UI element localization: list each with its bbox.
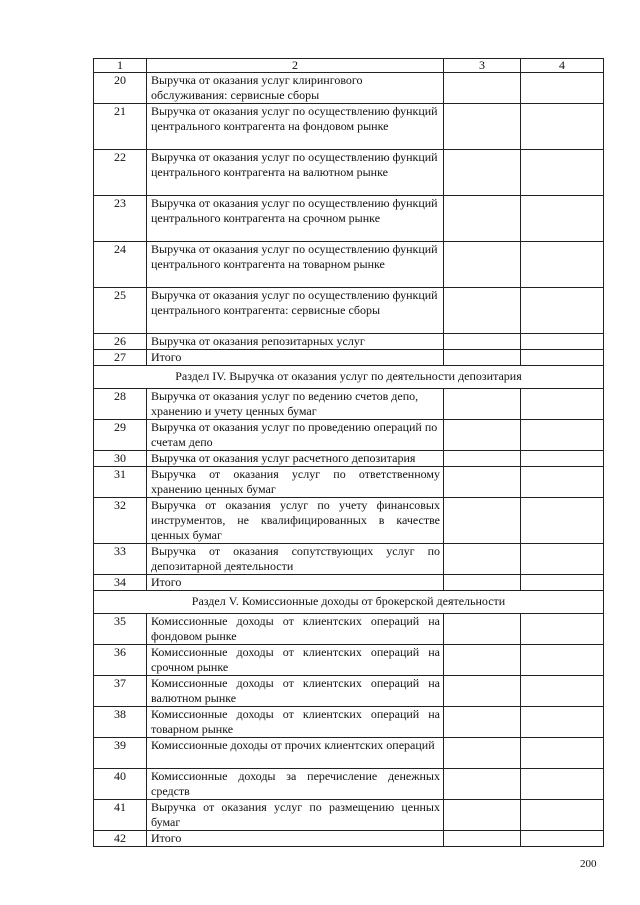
value-cell-col4: [521, 350, 604, 366]
row-number: 36: [94, 645, 147, 676]
section-heading-row: [94, 366, 604, 389]
value-cell-col4: [521, 831, 604, 847]
value-cell-col3: [444, 614, 521, 645]
table-row: [94, 544, 604, 575]
row-description: Комиссионные доходы за перечисление денежных средств: [147, 769, 444, 800]
value-cell-col3: [444, 676, 521, 707]
section-heading-row: [94, 591, 604, 614]
value-cell-col4: [521, 645, 604, 676]
row-description: Комиссионные доходы от клиентских операций на фондовом рынке: [147, 614, 444, 645]
section-heading: Раздел V. Комиссионные доходы от брокерской деятельности: [94, 591, 604, 614]
row-number: 30: [94, 451, 147, 467]
table-row: [94, 73, 604, 104]
value-cell-col4: [521, 467, 604, 498]
page-number: 200: [580, 858, 597, 870]
revenue-table: [93, 58, 604, 847]
row-number: 39: [94, 738, 147, 769]
table-row: [94, 451, 604, 467]
value-cell-col3: [444, 498, 521, 544]
row-description: Выручка от оказания сопутствующих услуг по депозитарной деятельности: [147, 544, 444, 575]
value-cell-col3: [444, 467, 521, 498]
value-cell-col3: [444, 645, 521, 676]
value-cell-col3: [444, 769, 521, 800]
value-cell-col4: [521, 676, 604, 707]
row-number: 31: [94, 467, 147, 498]
value-cell-col4: [521, 73, 604, 104]
table-row: [94, 334, 604, 350]
row-description: Выручка от оказания услуг по осуществлению функций центрального контрагента на товарном рынке: [147, 242, 444, 288]
row-number: 24: [94, 242, 147, 288]
row-description: Выручка от оказания услуг по осуществлению функций центрального контрагента на срочном рынке: [147, 196, 444, 242]
table-row: [94, 150, 604, 196]
value-cell-col4: [521, 288, 604, 334]
value-cell-col3: [444, 389, 521, 420]
column-header-row: [94, 59, 604, 73]
row-description: Выручка от оказания услуг по осуществлению функций центрального контрагента на фондовом рынке: [147, 104, 444, 150]
row-number: 28: [94, 389, 147, 420]
row-number: 26: [94, 334, 147, 350]
table-row: [94, 645, 604, 676]
value-cell-col3: [444, 707, 521, 738]
column-header: 2: [147, 59, 444, 73]
value-cell-col3: [444, 104, 521, 150]
row-number: 38: [94, 707, 147, 738]
row-number: 21: [94, 104, 147, 150]
row-number: 23: [94, 196, 147, 242]
row-description: Выручка от оказания услуг по размещению ценных бумаг: [147, 800, 444, 831]
table-row: [94, 831, 604, 847]
value-cell-col3: [444, 738, 521, 769]
row-description: Выручка от оказания услуг по ответственному хранению ценных бумаг: [147, 467, 444, 498]
row-description: Итого: [147, 831, 444, 847]
row-number: 29: [94, 420, 147, 451]
value-cell-col4: [521, 150, 604, 196]
row-description: Итого: [147, 350, 444, 366]
value-cell-col4: [521, 738, 604, 769]
value-cell-col3: [444, 73, 521, 104]
table-row: [94, 498, 604, 544]
value-cell-col4: [521, 389, 604, 420]
row-number: 35: [94, 614, 147, 645]
value-cell-col3: [444, 451, 521, 467]
value-cell-col4: [521, 196, 604, 242]
table-row: [94, 707, 604, 738]
table-row: [94, 769, 604, 800]
value-cell-col4: [521, 242, 604, 288]
row-description: Комиссионные доходы от клиентских операций на валютном рынке: [147, 676, 444, 707]
value-cell-col3: [444, 196, 521, 242]
column-header: 1: [94, 59, 147, 73]
table-row: [94, 575, 604, 591]
table-row: [94, 389, 604, 420]
row-description: Выручка от оказания услуг по ведению счетов депо, хранению и учету ценных бумаг: [147, 389, 444, 420]
value-cell-col4: [521, 544, 604, 575]
row-number: 41: [94, 800, 147, 831]
row-number: 20: [94, 73, 147, 104]
column-header: 3: [444, 59, 521, 73]
table-row: [94, 288, 604, 334]
value-cell-col3: [444, 242, 521, 288]
value-cell-col4: [521, 334, 604, 350]
value-cell-col3: [444, 288, 521, 334]
row-description: Итого: [147, 575, 444, 591]
row-number: 25: [94, 288, 147, 334]
value-cell-col4: [521, 707, 604, 738]
row-description: Выручка от оказания услуг по проведению операций по счетам депо: [147, 420, 444, 451]
section-heading: Раздел IV. Выручка от оказания услуг по деятельности депозитария: [94, 366, 604, 389]
value-cell-col4: [521, 614, 604, 645]
column-header: 4: [521, 59, 604, 73]
row-description: Выручка от оказания услуг расчетного депозитария: [147, 451, 444, 467]
row-description: Комиссионные доходы от клиентских операций на товарном рынке: [147, 707, 444, 738]
table-row: [94, 242, 604, 288]
row-description: Выручка от оказания услуг клирингового обслуживания: сервисные сборы: [147, 73, 444, 104]
table-row: [94, 350, 604, 366]
row-number: 22: [94, 150, 147, 196]
revenue-table-body: [94, 59, 604, 847]
value-cell-col3: [444, 544, 521, 575]
value-cell-col3: [444, 350, 521, 366]
value-cell-col3: [444, 831, 521, 847]
row-number: 37: [94, 676, 147, 707]
value-cell-col3: [444, 575, 521, 591]
row-description: Выручка от оказания репозитарных услуг: [147, 334, 444, 350]
row-description: Комиссионные доходы от прочих клиентских операций: [147, 738, 444, 769]
value-cell-col4: [521, 104, 604, 150]
row-number: 32: [94, 498, 147, 544]
value-cell-col3: [444, 420, 521, 451]
value-cell-col4: [521, 800, 604, 831]
row-description: Комиссионные доходы от клиентских операций на срочном рынке: [147, 645, 444, 676]
row-number: 27: [94, 350, 147, 366]
row-description: Выручка от оказания услуг по осуществлению функций центрального контрагента: сервисные сборы: [147, 288, 444, 334]
value-cell-col4: [521, 420, 604, 451]
row-number: 40: [94, 769, 147, 800]
table-row: [94, 196, 604, 242]
row-number: 42: [94, 831, 147, 847]
value-cell-col3: [444, 334, 521, 350]
value-cell-col3: [444, 800, 521, 831]
table-row: [94, 104, 604, 150]
value-cell-col4: [521, 451, 604, 467]
row-number: 34: [94, 575, 147, 591]
table-row: [94, 614, 604, 645]
row-description: Выручка от оказания услуг по осуществлению функций центрального контрагента на валютном рынке: [147, 150, 444, 196]
table-row: [94, 800, 604, 831]
table-row: [94, 738, 604, 769]
value-cell-col4: [521, 498, 604, 544]
row-number: 33: [94, 544, 147, 575]
document-page: [93, 58, 603, 847]
table-row: [94, 420, 604, 451]
table-row: [94, 467, 604, 498]
value-cell-col4: [521, 575, 604, 591]
row-description: Выручка от оказания услуг по учету финансовых инструментов, не квалифицированных в качестве ценных бумаг: [147, 498, 444, 544]
table-row: [94, 676, 604, 707]
value-cell-col3: [444, 150, 521, 196]
value-cell-col4: [521, 769, 604, 800]
